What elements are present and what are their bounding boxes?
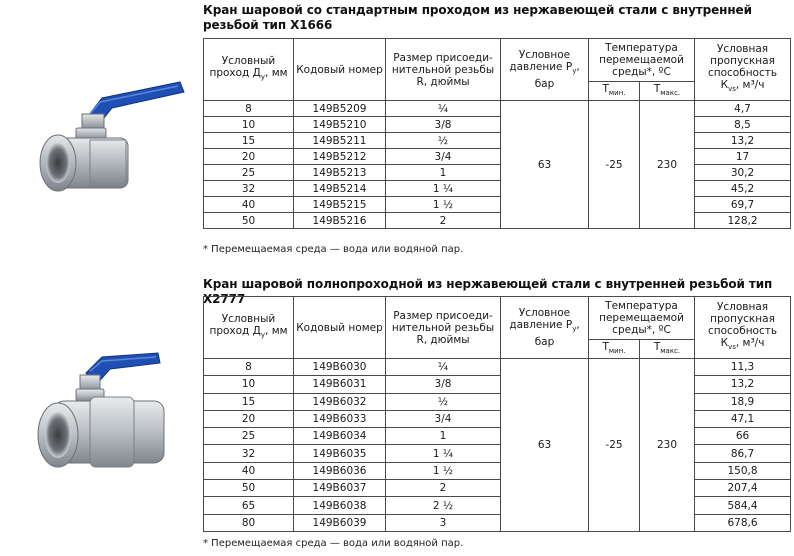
cell-code: 149B6039 — [294, 514, 386, 531]
table-row — [204, 480, 791, 497]
cell-code: 149B6038 — [294, 497, 386, 514]
cell-dn: 50 — [204, 480, 294, 497]
table-row — [204, 213, 791, 229]
cell-kvs: 66 — [695, 428, 791, 445]
footnote: * Перемещаемая среда — вода или водяной пар. — [203, 244, 464, 255]
cell-kvs: 13,2 — [695, 133, 791, 149]
cell-code: 149B5211 — [294, 133, 386, 149]
header-code: Кодовый номер — [294, 39, 386, 101]
header-kvs: Условная пропускная способность $К_{vs}$, м³/ч — [695, 297, 791, 359]
cell-code: 149B5214 — [294, 181, 386, 197]
cell-dn: 80 — [204, 514, 294, 531]
header-temperature: Температура перемещаемой среды*, ºС — [589, 39, 695, 82]
header-temperature: Температура перемещаемой среды*, ºС — [589, 297, 695, 340]
cell-dn: 40 — [204, 197, 294, 213]
cell-thread: 3/8 — [386, 117, 501, 133]
header-dn: Условный проход $Д_у$, мм — [204, 39, 294, 101]
cell-dn: 10 — [204, 376, 294, 393]
cell-code: 149B5210 — [294, 117, 386, 133]
table-row — [204, 428, 791, 445]
cell-kvs: 69,7 — [695, 197, 791, 213]
cell-thread: 2 ½ — [386, 497, 501, 514]
valve-table-block-x1666 — [203, 3, 790, 255]
cell-tmax: 230 — [640, 101, 695, 229]
cell-thread: 3/4 — [386, 149, 501, 165]
cell-dn: 20 — [204, 410, 294, 427]
table-row — [204, 165, 791, 181]
cell-kvs: 13,2 — [695, 376, 791, 393]
cell-code: 149B6031 — [294, 376, 386, 393]
cell-kvs: 47,1 — [695, 410, 791, 427]
cell-code: 149B5209 — [294, 101, 386, 117]
cell-dn: 50 — [204, 213, 294, 229]
cell-tmin: -25 — [589, 101, 640, 229]
cell-kvs: 4,7 — [695, 101, 791, 117]
cell-dn: 25 — [204, 428, 294, 445]
table-row — [204, 497, 791, 514]
cell-dn: 10 — [204, 117, 294, 133]
cell-thread: 1 ¼ — [386, 445, 501, 462]
cell-kvs: 11,3 — [695, 359, 791, 376]
cell-kvs: 128,2 — [695, 213, 791, 229]
cell-dn: 15 — [204, 133, 294, 149]
cell-dn: 32 — [204, 445, 294, 462]
cell-dn: 32 — [204, 181, 294, 197]
table-row — [204, 149, 791, 165]
ball-valve-standard-image — [30, 78, 190, 218]
table-row — [204, 117, 791, 133]
cell-dn: 20 — [204, 149, 294, 165]
cell-code: 149B6032 — [294, 393, 386, 410]
table-row — [204, 376, 791, 393]
ball-valve-full-bore-image — [30, 345, 190, 495]
cell-kvs: 8,5 — [695, 117, 791, 133]
cell-thread: 3/8 — [386, 376, 501, 393]
cell-pressure: 63 — [501, 101, 589, 229]
cell-tmax: 230 — [640, 359, 695, 532]
cell-thread: 3 — [386, 514, 501, 531]
cell-code: 149B6034 — [294, 428, 386, 445]
header-tmax: $Т_{макс.}$ — [640, 82, 695, 101]
cell-dn: 8 — [204, 359, 294, 376]
header-dn: Условный проход $Д_у$, мм — [204, 297, 294, 359]
cell-code: 149B6037 — [294, 480, 386, 497]
table-row — [204, 133, 791, 149]
header-kvs: Условная пропускная способность $К_{vs}$, м³/ч — [695, 39, 791, 101]
header-thread: Размер присоеди-нительной резьбы R, дюймы — [386, 39, 501, 101]
cell-thread: ¼ — [386, 101, 501, 117]
cell-thread: ½ — [386, 393, 501, 410]
table-row — [204, 181, 791, 197]
cell-pressure: 63 — [501, 359, 589, 532]
footnote: * Перемещаемая среда — вода или водяной пар. — [203, 538, 464, 549]
spec-table — [203, 296, 791, 532]
cell-kvs: 45,2 — [695, 181, 791, 197]
cell-thread: 1 — [386, 428, 501, 445]
table-row — [204, 445, 791, 462]
cell-kvs: 17 — [695, 149, 791, 165]
cell-kvs: 18,9 — [695, 393, 791, 410]
cell-kvs: 207,4 — [695, 480, 791, 497]
header-tmin: $Т_{мин.}$ — [589, 82, 640, 101]
table-row — [204, 514, 791, 531]
spec-table — [203, 38, 791, 229]
cell-kvs: 30,2 — [695, 165, 791, 181]
cell-code: 149B5215 — [294, 197, 386, 213]
table-row — [204, 197, 791, 213]
cell-thread: 1 ½ — [386, 462, 501, 479]
cell-thread: ½ — [386, 133, 501, 149]
cell-code: 149B6030 — [294, 359, 386, 376]
cell-thread: 1 ½ — [386, 197, 501, 213]
cell-thread: 3/4 — [386, 410, 501, 427]
header-code: Кодовый номер — [294, 297, 386, 359]
cell-dn: 8 — [204, 101, 294, 117]
table-row — [204, 410, 791, 427]
cell-tmin: -25 — [589, 359, 640, 532]
cell-kvs: 150,8 — [695, 462, 791, 479]
cell-code: 149B5212 — [294, 149, 386, 165]
cell-code: 149B6036 — [294, 462, 386, 479]
header-thread: Размер присоеди-нительной резьбы R, дюймы — [386, 297, 501, 359]
valve-table-block-x2777 — [203, 277, 790, 549]
table-row — [204, 393, 791, 410]
cell-thread: ¼ — [386, 359, 501, 376]
cell-dn: 40 — [204, 462, 294, 479]
cell-code: 149B6033 — [294, 410, 386, 427]
cell-code: 149B6035 — [294, 445, 386, 462]
table-row — [204, 101, 791, 117]
cell-thread: 1 — [386, 165, 501, 181]
cell-kvs: 86,7 — [695, 445, 791, 462]
table-row — [204, 462, 791, 479]
cell-dn: 65 — [204, 497, 294, 514]
cell-thread: 2 — [386, 213, 501, 229]
table-title: Кран шаровой со стандартным проходом из нержавеющей стали с внутренней резьбой тип Х1666 — [203, 3, 752, 32]
cell-thread: 2 — [386, 480, 501, 497]
cell-code: 149B5216 — [294, 213, 386, 229]
cell-code: 149B5213 — [294, 165, 386, 181]
cell-kvs: 678,6 — [695, 514, 791, 531]
cell-dn: 15 — [204, 393, 294, 410]
table-title: Кран шаровой полнопроходной из нержавеющей стали с внутренней резьбой тип Х2777 — [203, 277, 773, 306]
cell-kvs: 584,4 — [695, 497, 791, 514]
cell-thread: 1 ¼ — [386, 181, 501, 197]
header-pressure: Условное давление $Р_у$, бар — [501, 297, 589, 359]
cell-dn: 25 — [204, 165, 294, 181]
table-row — [204, 359, 791, 376]
header-tmax: $Т_{макс.}$ — [640, 340, 695, 359]
header-pressure: Условное давление $Р_у$, бар — [501, 39, 589, 101]
header-tmin: $Т_{мин.}$ — [589, 340, 640, 359]
